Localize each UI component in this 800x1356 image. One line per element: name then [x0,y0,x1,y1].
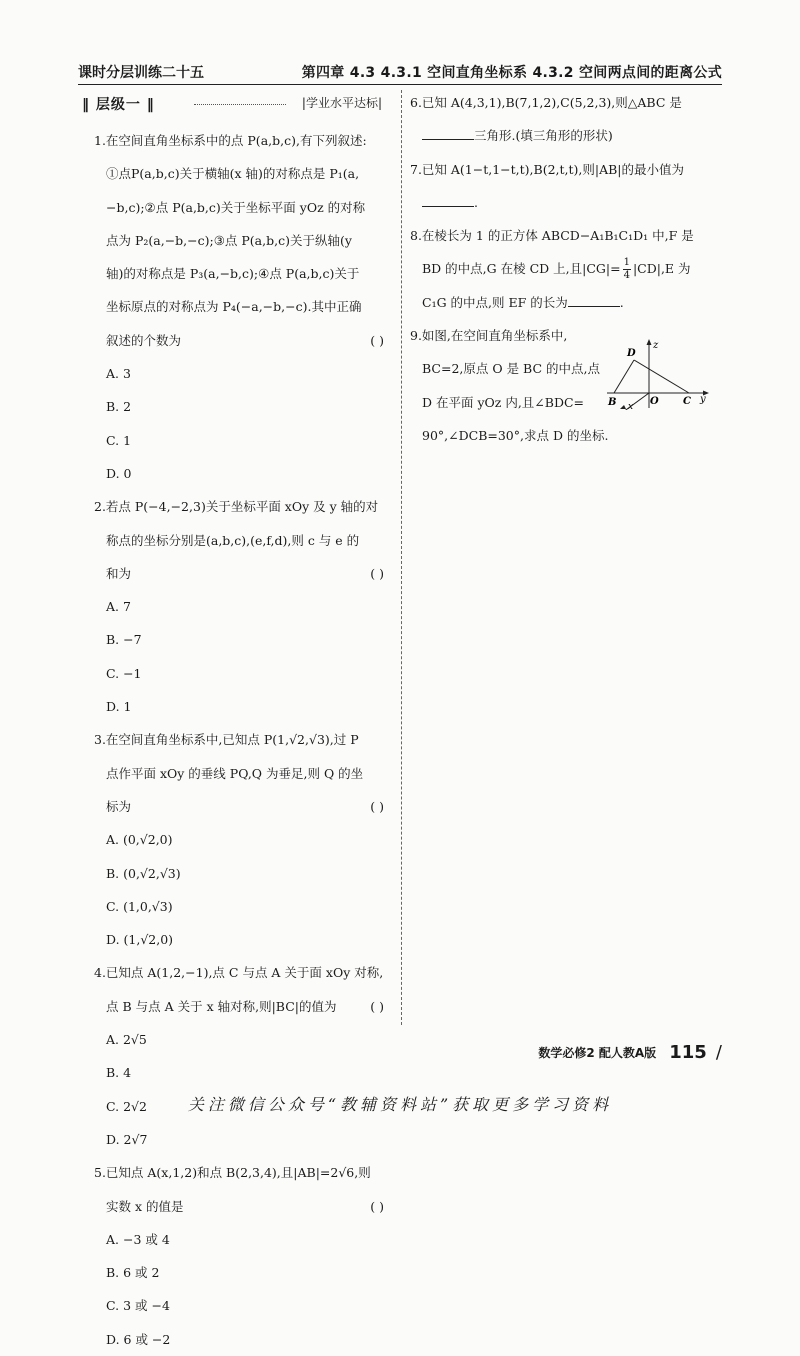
q8-line: |CD|,E 为 [632,261,691,277]
label-c: C [683,396,691,407]
answer-paren: ( ) [370,1198,384,1214]
q2-stem-end [94,557,390,590]
q8-line: C₁G 的中点,则 EF 的长为 [422,294,568,310]
section-level-name: ‖ 层级一 ‖ [82,97,155,113]
z-arrow-icon [647,339,652,345]
q2-options [94,590,390,723]
option-a: A. 2√5 [106,1032,147,1048]
segment-dc [634,360,689,393]
bottom-handwritten-note: 关注微信公众号“教辅资料站”获取更多学习资料 [187,1095,613,1114]
option-d: D. 6 或 −2 [106,1331,171,1347]
q4-options [94,1023,390,1156]
label-z: z [653,340,659,351]
left-column [94,124,390,1356]
header-left-title: 课时分层训练二十五 [78,65,204,81]
book-title: 数学必修2 配人教A版 [538,1046,657,1060]
option-b: B. 2 [106,399,132,415]
q3-line: 标为 [106,798,132,814]
q9-line: 9.如图,在空间直角坐标系中, [410,328,568,344]
q5-line: 5.已知点 A(x,1,2)和点 B(2,3,4),且|AB|=2√6,则 [94,1165,371,1181]
q1-line: 坐标原点的对称点为 P₄(−a,−b,−c).其中正确 [106,299,362,315]
label-x: x [628,402,634,410]
q2-line: 和为 [106,565,132,581]
option-b: B. 4 [106,1065,132,1081]
label-d: D [627,348,636,359]
label-y: y [700,394,706,405]
question-1 [94,124,390,490]
q8-line: . [619,294,624,310]
q5-stem-end [94,1190,390,1223]
option-c: C. 1 [106,432,132,448]
q8-line: BD 的中点,G 在棱 CD 上,且|CG|= [422,261,621,277]
q2-line: 2.若点 P(−4,−2,3)关于坐标平面 xOy 及 y 轴的对 [94,499,379,515]
q3-stem-end [94,790,390,823]
page-number: 115 [669,1042,707,1063]
segment-bd [614,360,634,393]
q7-line: 7.已知 A(1−t,1−t,t),B(2,t,t),则|AB|的最小值为 [410,161,685,177]
page-slash: / [715,1042,722,1063]
q8-line-2 [410,252,710,285]
question-4 [94,956,390,1156]
q8-line-3 [410,286,710,319]
fraction-one-quarter [623,257,631,282]
q4-line: 4.已知点 A(1,2,−1),点 C 与点 A 关于面 xOy 对称, [94,965,384,981]
q1-stem-end [94,324,390,357]
option-a: A. (0,√2,0) [106,832,173,848]
q1-line: 叙述的个数为 [106,332,182,348]
section-level-tag: |学业水平达标| [301,96,382,110]
option-a: A. −3 或 4 [106,1231,170,1247]
option-b: B. 6 或 2 [106,1265,160,1281]
q6-line-2 [410,119,710,152]
q2-line: 称点的坐标分别是(a,b,c),(e,f,d),则 c 与 e 的 [106,532,360,548]
q9-line: BC=2,原点 O 是 BC 的中点,点 [422,361,600,377]
answer-paren: ( ) [370,332,384,348]
q5-options [94,1223,390,1356]
option-c: C. −1 [106,665,142,681]
option-c: C. (1,0,√3) [106,898,173,914]
page-footer [538,1042,722,1064]
option-d: D. (1,√2,0) [106,932,174,948]
section-level-bar [82,92,382,114]
coordinate-figure [605,338,715,410]
q5-line: 实数 x 的值是 [106,1198,184,1214]
answer-paren: ( ) [370,565,384,581]
q6-line: 三角形.(填三角形的形状) [474,128,613,144]
question-6 [410,86,710,153]
question-8 [410,219,710,319]
q1-line: 轴)的对称点是 P₃(a,−b,c);④点 P(a,b,c)关于 [106,266,360,282]
fraction-numerator: 1 [623,257,630,269]
section-dotted-leader [194,104,286,105]
q9-line: 90°,∠DCB=30°,求点 D 的坐标. [422,427,609,443]
answer-blank[interactable] [568,292,620,307]
x-arrow-icon [620,405,626,409]
q3-line: 3.在空间直角坐标系中,已知点 P(1,√2,√3),过 P [94,732,359,748]
column-divider [401,90,402,1025]
option-d: D. 0 [106,465,132,481]
question-3 [94,723,390,956]
header-chapter-title: 第四章 4.3 4.3.1 空间直角坐标系 4.3.2 空间两点间的距离公式 [301,65,722,81]
fraction-denominator: 4 [623,270,630,282]
q7-line: . [474,194,478,210]
label-o: O [650,396,659,407]
answer-paren: ( ) [370,998,384,1014]
label-b: B [608,397,617,408]
answer-blank[interactable] [422,192,474,207]
question-5 [94,1156,390,1356]
q1-line: ①点P(a,b,c)关于横轴(x 轴)的对称点是 P₁(a, [106,166,360,182]
option-c: C. 3 或 −4 [106,1298,170,1314]
q3-line: 点作平面 xOy 的垂线 PQ,Q 为垂足,则 Q 的坐 [106,765,364,781]
q3-options [94,823,390,956]
q4-stem-end [94,990,390,1023]
question-2 [94,490,390,723]
q7-line-2 [410,186,710,219]
option-c: C. 2√2 [106,1098,147,1114]
q6-line: 6.已知 A(4,3,1),B(7,1,2),C(5,2,3),则△ABC 是 [410,95,682,110]
option-a: A. 3 [106,366,131,382]
option-b: B. (0,√2,√3) [106,865,181,881]
q1-line: −b,c);②点 P(a,b,c)关于坐标平面 yOz 的对称 [106,199,366,215]
q1-line: 1.在空间直角坐标系中的点 P(a,b,c),有下列叙述: [94,133,367,148]
option-b: B. −7 [106,632,142,648]
question-7 [410,153,710,220]
option-a: A. 7 [106,599,131,615]
page-header [78,60,722,84]
header-rule [78,84,722,85]
answer-blank[interactable] [422,125,474,140]
answer-paren: ( ) [370,798,384,814]
option-d: D. 2√7 [106,1131,148,1147]
q1-options [94,357,390,490]
q9-line: D 在平面 yOz 内,且∠BDC= [422,394,585,410]
q1-line: 点为 P₂(a,−b,−c);③点 P(a,b,c)关于纵轴(y [106,232,352,248]
option-d: D. 1 [106,699,132,715]
q4-line: 点 B 与点 A 关于 x 轴对称,则|BC|的值为 [106,998,337,1014]
q8-line: 8.在棱长为 1 的正方体 ABCD−A₁B₁C₁D₁ 中,F 是 [410,228,694,244]
